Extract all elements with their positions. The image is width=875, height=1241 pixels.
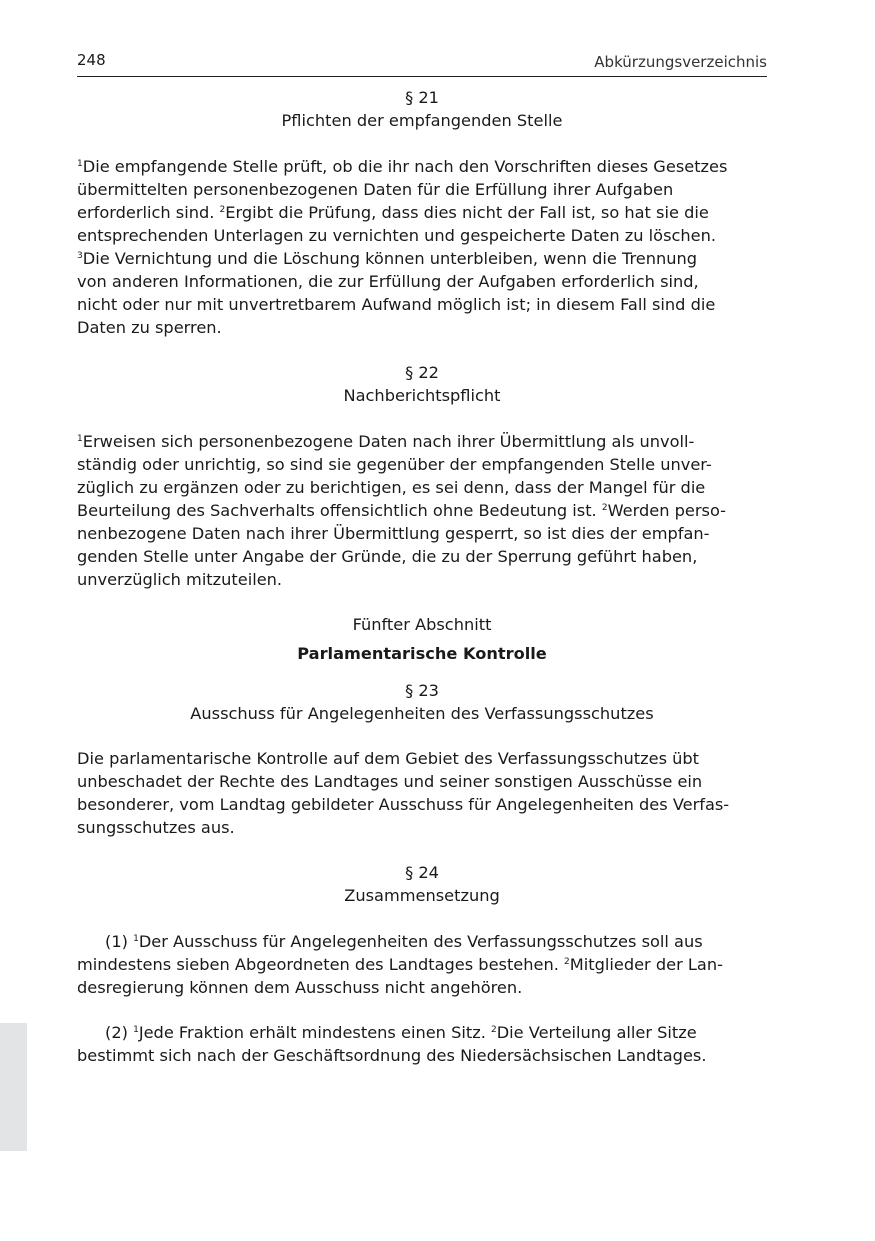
section-22-number: § 22 xyxy=(405,363,439,382)
section-24-number: § 24 xyxy=(405,863,439,882)
section-21-title: Pflichten der empfangenden Stelle xyxy=(281,111,563,130)
sentence-number: 1 xyxy=(77,434,83,444)
sentence-number: 1 xyxy=(133,934,139,944)
sentence-text: Jede Fraktion erhält mindestens einen Sitz. xyxy=(138,1023,491,1042)
section-22-title: Nachberichtspflicht xyxy=(343,386,501,405)
section-24-paragraph-2 xyxy=(77,1021,767,1067)
part-title: Fünfter Abschnitt xyxy=(352,615,492,634)
sentence-text: Die empfangende Stelle prüft, ob die ihr nach den Vorschriften dieses Gesetzes übermittelten personenbezogenen Daten für die Erfüllung ihrer Aufgaben erforderlich sind. xyxy=(77,157,728,222)
section-23-body: Die parlamentarische Kontrolle auf dem Gebiet des Verfassungsschutzes übt unbeschadet der Rechte des Landtages und seiner sonstigen Ausschüsse ein besonderer, vom Landtag gebildeter Ausschuss für Angelegenheiten des Verfas- sungsschutzes aus. xyxy=(77,749,730,837)
sentence-text: Ergibt die Prüfung, dass dies nicht der Fall ist, so hat sie die entsprechenden Unterlagen zu vernichten und gespeicherte Daten zu löschen. xyxy=(77,203,717,245)
section-23-number: § 23 xyxy=(405,681,439,700)
thumb-index-tab xyxy=(0,1023,27,1151)
sentence-text: Die Vernichtung und die Löschung können unterbleiben, wenn die Trennung von anderen Informationen, die zur Erfüllung der Aufgaben erforderlich sind, nicht oder nur mit unvertretbarem Aufwand möglich ist; in diesem Fall sind die Daten zu sperren. xyxy=(77,249,716,337)
sentence-text: Der Ausschuss für Angelegenheiten des Verfassungsschutzes soll aus mindestens sieben Abgeordneten des Landtages bestehen. xyxy=(77,932,703,974)
page-header xyxy=(77,50,767,77)
sentence-text: Die Verteilung aller Sitze bestimmt sich nach der Geschäftsordnung des Niedersächsischen Landtages. xyxy=(77,1023,707,1065)
sentence-text: Erweisen sich personenbezogene Daten nach ihrer Übermittlung als unvoll- ständig oder unrichtig, so sind sie gegenüber der empfangenden Stelle unver- züglich zu ergänzen oder zu berichtigen, es sei denn, dass der Mangel für die Beurteilung des Sachverhalts offensichtlich ohne Bedeutung ist. xyxy=(77,432,712,520)
sentence-number: 2 xyxy=(219,205,226,215)
section-23-title: Ausschuss für Angelegenheiten des Verfassungsschutzes xyxy=(190,704,654,723)
section-21-heading xyxy=(77,86,767,132)
sentence-number: 3 xyxy=(77,251,83,261)
section-23-heading xyxy=(77,679,767,725)
paragraph-label: (1) xyxy=(105,932,134,951)
page-content xyxy=(77,86,767,1067)
section-24-paragraph-1 xyxy=(77,930,767,999)
section-21-body xyxy=(77,155,767,339)
section-21-number: § 21 xyxy=(405,88,439,107)
page-number: 248 xyxy=(77,51,106,69)
sentence-number: 1 xyxy=(77,159,83,169)
sentence-number: 1 xyxy=(133,1025,139,1035)
section-22-heading xyxy=(77,361,767,407)
sentence-number: 2 xyxy=(601,503,608,513)
running-head: Abkürzungsverzeichnis xyxy=(594,53,767,71)
sentence-number: 2 xyxy=(490,1025,497,1035)
section-22-body xyxy=(77,430,767,591)
sentence-number: 2 xyxy=(564,957,570,967)
paragraph-label: (2) xyxy=(105,1023,134,1042)
part-subtitle: Parlamentarische Kontrolle xyxy=(297,644,547,663)
sentence-text: Mitglieder der Lan- desregierung können dem Ausschuss nicht angehören. xyxy=(77,955,723,997)
sentence-text: Werden perso- nenbezogene Daten nach ihrer Übermittlung gesperrt, so ist dies der empfan- genden Stelle unter Angabe der Gründe, die zu der Sperrung geführt haben, unverzüglich mitzuteilen. xyxy=(77,501,726,589)
section-24-heading xyxy=(77,861,767,907)
section-24-title: Zusammensetzung xyxy=(344,886,500,905)
